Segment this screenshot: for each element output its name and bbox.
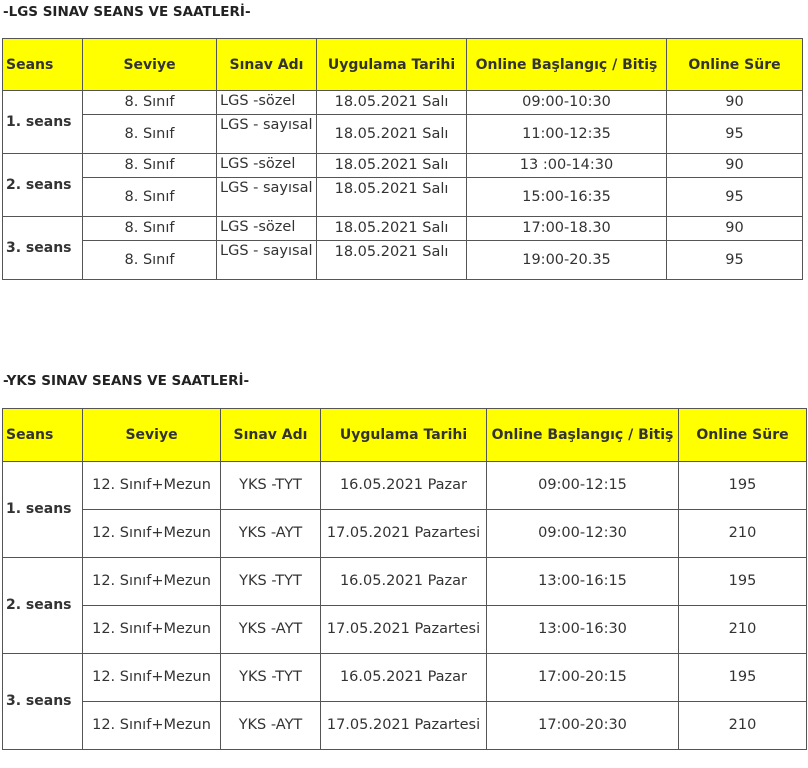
- cell-exam: YKS -TYT: [221, 654, 321, 702]
- table-row: [3, 558, 807, 606]
- cell-time: 13 :00-14:30: [467, 154, 667, 178]
- table-header-row: [3, 409, 807, 462]
- cell-duration: 95: [667, 241, 803, 280]
- cell-duration: 210: [679, 606, 807, 654]
- header-seviye: Seviye: [83, 39, 217, 91]
- cell-exam: LGS -sözel: [217, 217, 317, 241]
- cell-time: 17:00-20:30: [487, 702, 679, 750]
- lgs-schedule-table: [2, 38, 803, 280]
- cell-duration: 195: [679, 654, 807, 702]
- cell-level: 8. Sınıf: [83, 217, 217, 241]
- table-row: [3, 606, 807, 654]
- cell-date: 18.05.2021 Salı: [317, 91, 467, 115]
- cell-time: 17:00-18.30: [467, 217, 667, 241]
- cell-duration: 195: [679, 462, 807, 510]
- session-label: 2. seans: [3, 558, 83, 654]
- table-row: [3, 462, 807, 510]
- cell-date: 18.05.2021 Salı: [317, 217, 467, 241]
- cell-duration: 210: [679, 702, 807, 750]
- header-uygulama-tarihi: Uygulama Tarihi: [321, 409, 487, 462]
- cell-date: 17.05.2021 Pazartesi: [321, 606, 487, 654]
- cell-level: 8. Sınıf: [83, 115, 217, 154]
- session-label: 1. seans: [3, 91, 83, 154]
- header-seviye: Seviye: [83, 409, 221, 462]
- cell-exam: LGS - sayısal: [217, 178, 317, 217]
- cell-time: 11:00-12:35: [467, 115, 667, 154]
- cell-level: 12. Sınıf+Mezun: [83, 462, 221, 510]
- yks-section-title: -YKS SINAV SEANS VE SAATLERİ-: [3, 373, 250, 389]
- cell-duration: 210: [679, 510, 807, 558]
- cell-duration: 95: [667, 115, 803, 154]
- table-row: [3, 217, 803, 241]
- cell-level: 12. Sınıf+Mezun: [83, 654, 221, 702]
- header-online-baslangic-bitis: Online Başlangıç / Bitiş: [487, 409, 679, 462]
- cell-exam: YKS -AYT: [221, 702, 321, 750]
- header-online-sure: Online Süre: [679, 409, 807, 462]
- cell-level: 12. Sınıf+Mezun: [83, 606, 221, 654]
- header-uygulama-tarihi: Uygulama Tarihi: [317, 39, 467, 91]
- cell-level: 8. Sınıf: [83, 154, 217, 178]
- session-label: 3. seans: [3, 654, 83, 750]
- table-row: [3, 654, 807, 702]
- cell-duration: 90: [667, 154, 803, 178]
- cell-level: 8. Sınıf: [83, 178, 217, 217]
- header-seans: Seans: [3, 39, 83, 91]
- session-label: 3. seans: [3, 217, 83, 280]
- cell-date: 17.05.2021 Pazartesi: [321, 702, 487, 750]
- cell-date: 18.05.2021 Salı: [317, 115, 467, 154]
- cell-time: 17:00-20:15: [487, 654, 679, 702]
- cell-date: 18.05.2021 Salı: [317, 178, 467, 217]
- cell-duration: 195: [679, 558, 807, 606]
- cell-level: 12. Sınıf+Mezun: [83, 510, 221, 558]
- cell-date: 16.05.2021 Pazar: [321, 462, 487, 510]
- cell-date: 16.05.2021 Pazar: [321, 654, 487, 702]
- cell-duration: 95: [667, 178, 803, 217]
- cell-exam: YKS -TYT: [221, 462, 321, 510]
- cell-exam: YKS -AYT: [221, 606, 321, 654]
- cell-date: 16.05.2021 Pazar: [321, 558, 487, 606]
- cell-time: 13:00-16:30: [487, 606, 679, 654]
- header-online-baslangic-bitis: Online Başlangıç / Bitiş: [467, 39, 667, 91]
- header-sinav-adi: Sınav Adı: [221, 409, 321, 462]
- cell-exam: LGS -sözel: [217, 91, 317, 115]
- cell-date: 18.05.2021 Salı: [317, 154, 467, 178]
- table-row: [3, 115, 803, 154]
- cell-time: 19:00-20.35: [467, 241, 667, 280]
- lgs-section-title: -LGS SINAV SEANS VE SAATLERİ-: [3, 4, 251, 20]
- cell-exam: LGS -sözel: [217, 154, 317, 178]
- cell-exam: LGS - sayısal: [217, 241, 317, 280]
- cell-time: 13:00-16:15: [487, 558, 679, 606]
- cell-level: 12. Sınıf+Mezun: [83, 558, 221, 606]
- cell-level: 8. Sınıf: [83, 91, 217, 115]
- session-label: 2. seans: [3, 154, 83, 217]
- header-seans: Seans: [3, 409, 83, 462]
- header-sinav-adi: Sınav Adı: [217, 39, 317, 91]
- table-row: [3, 154, 803, 178]
- header-online-sure: Online Süre: [667, 39, 803, 91]
- cell-exam: LGS - sayısal: [217, 115, 317, 154]
- cell-exam: YKS -AYT: [221, 510, 321, 558]
- cell-time: 09:00-10:30: [467, 91, 667, 115]
- table-row: [3, 91, 803, 115]
- table-row: [3, 510, 807, 558]
- cell-exam: YKS -TYT: [221, 558, 321, 606]
- cell-level: 8. Sınıf: [83, 241, 217, 280]
- cell-date: 18.05.2021 Salı: [317, 241, 467, 280]
- yks-schedule-table: [2, 408, 807, 750]
- cell-duration: 90: [667, 91, 803, 115]
- table-header-row: [3, 39, 803, 91]
- table-row: [3, 241, 803, 280]
- cell-level: 12. Sınıf+Mezun: [83, 702, 221, 750]
- cell-time: 09:00-12:30: [487, 510, 679, 558]
- cell-duration: 90: [667, 217, 803, 241]
- cell-time: 09:00-12:15: [487, 462, 679, 510]
- cell-date: 17.05.2021 Pazartesi: [321, 510, 487, 558]
- cell-time: 15:00-16:35: [467, 178, 667, 217]
- session-label: 1. seans: [3, 462, 83, 558]
- table-row: [3, 178, 803, 217]
- table-row: [3, 702, 807, 750]
